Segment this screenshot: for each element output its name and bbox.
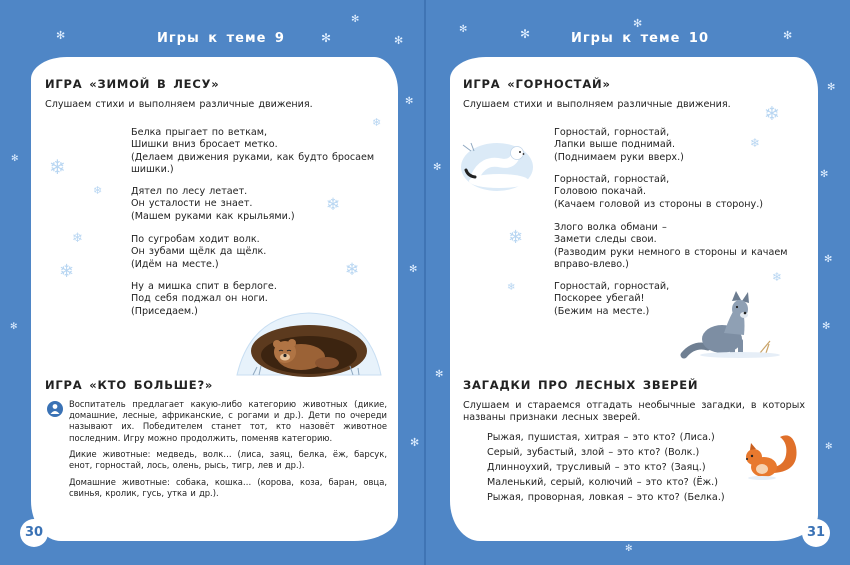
ermine-illustration	[459, 137, 535, 193]
snowflake-icon: ❄	[750, 136, 761, 150]
snowflake-icon: ✻	[394, 34, 404, 47]
page-number-left: 30	[20, 519, 48, 547]
poem-stanza: Горностай, горностай, Поскорее убегай! (Бежим на месте.)	[554, 281, 670, 317]
poem-stanza: Ну а мишка спит в берлоге. Под себя поджал он ноги. (Приседаем.)	[131, 281, 277, 317]
snowflake-icon: ❄	[345, 260, 360, 280]
domestic-animals-list: Домашние животные: собака, кошка… (корова, коза, баран, овца, свинья, кролик, гусь, утка и др.).	[69, 477, 387, 499]
snowflake-icon: ✻	[56, 29, 66, 42]
snowflake-icon: ✻	[405, 96, 414, 107]
wolf-illustration	[680, 289, 788, 361]
snowflake-icon: ✻	[410, 436, 420, 449]
snowflake-icon: ❄	[772, 270, 783, 284]
snowflake-icon: ✻	[321, 31, 332, 45]
left-page-card	[31, 57, 398, 541]
game-instructions: Воспитатель предлагает какую-либо категорию животных (дикие, домашние, лесные, африканские, с рогами и др.). Дети по очереди называют их. Победителем станет тот, кто назовёт животное последним. Игру можно продолжить, поменяв категорию.	[69, 399, 387, 443]
poem-stanza: Белка прыгает по веткам, Шишки вниз бросает метко. (Делаем движения руками, как будто бросаем шишки.)	[131, 127, 375, 175]
snowflake-icon: ✻	[409, 264, 418, 275]
game-intro: Слушаем стихи и выполняем различные движения.	[463, 99, 731, 110]
riddle-item: Серый, зубастый, злой – это кто? (Волк.)	[487, 447, 700, 458]
left-page-header: Игры к теме 9	[157, 31, 285, 46]
poem-stanza: Горностай, горностай, Головою покачай. (Качаем головой из стороны в сторону.)	[554, 174, 764, 210]
right-page-card	[450, 57, 818, 541]
snowflake-icon: ✻	[459, 24, 468, 35]
snowflake-icon: ✻	[824, 254, 833, 265]
snowflake-icon: ✻	[351, 14, 360, 25]
wild-animals-list: Дикие животные: медведь, волк… (лиса, заяц, белка, ёж, барсук, енот, горностай, лось, олень, рысь, тигр, лев и др.).	[69, 449, 387, 471]
snowflake-icon: ❄	[72, 231, 83, 246]
snowflake-icon: ✻	[10, 322, 18, 332]
riddles-title: ЗАГАДКИ ПРО ЛЕСНЫХ ЗВЕРЕЙ	[463, 378, 699, 392]
snowflake-icon: ❄	[93, 184, 103, 197]
snowflake-icon: ❄	[59, 261, 75, 282]
poem-stanza: Злого волка обмани – Замети следы свои. (Разводим руки немного в стороны и качаем вправо-влево.)	[554, 222, 788, 270]
snowflake-icon: ✻	[435, 369, 444, 380]
right-page-header: Игры к теме 10	[571, 31, 710, 46]
riddle-item: Маленький, серый, колючий – это кто? (Ёж.)	[487, 477, 718, 488]
snowflake-icon: ✻	[625, 544, 633, 554]
snowflake-icon: ✻	[827, 82, 836, 93]
poem-stanza: Дятел по лесу летает. Он усталости не знает. (Машем руками как крыльями.)	[131, 186, 295, 222]
riddle-item: Рыжая, проворная, ловкая – это кто? (Белка.)	[487, 492, 725, 503]
snowflake-icon: ✻	[520, 27, 531, 41]
snowflake-icon: ❄	[326, 195, 341, 215]
spread-divider	[424, 0, 426, 565]
snowflake-icon: ❄	[764, 103, 780, 125]
riddles-intro: Слушаем и стараемся отгадать необычные загадки, в которых названы признаки лесных зверей.	[463, 400, 805, 424]
poem-stanza: По сугробам ходит волк. Он зубами щёлк да щёлк. (Идём на месте.)	[131, 234, 267, 270]
snowflake-icon: ❄	[372, 116, 382, 129]
snowflake-icon: ✻	[822, 321, 831, 332]
squirrel-illustration	[740, 429, 802, 483]
sleeping-bear-in-den-illustration	[233, 307, 385, 381]
teacher-icon	[47, 401, 63, 417]
poem-stanza: Горностай, горностай, Лапки выше поднимай. (Поднимаем руки вверх.)	[554, 127, 684, 163]
snowflake-icon: ✻	[825, 442, 833, 452]
game-title-who-more: ИГРА «КТО БОЛЬШЕ?»	[45, 378, 214, 392]
snowflake-icon: ✻	[11, 154, 19, 164]
page-number-right: 31	[802, 519, 830, 547]
game-title-ermine: ИГРА «ГОРНОСТАЙ»	[463, 77, 611, 91]
snowflake-icon: ✻	[783, 29, 793, 42]
game-title-winter-forest: ИГРА «ЗИМОЙ В ЛЕСУ»	[45, 77, 220, 91]
riddle-item: Длинноухий, трусливый – это кто? (Заяц.)	[487, 462, 706, 473]
snowflake-icon: ❄	[508, 227, 524, 248]
game-intro: Слушаем стихи и выполняем различные движения.	[45, 99, 313, 110]
snowflake-icon: ❄	[507, 282, 516, 293]
riddle-item: Рыжая, пушистая, хитрая – это кто? (Лиса.)	[487, 432, 715, 443]
snowflake-icon: ✻	[820, 169, 829, 180]
snowflake-icon: ✻	[633, 17, 643, 30]
snowflake-icon: ✻	[433, 162, 442, 173]
snowflake-icon: ❄	[49, 155, 66, 179]
